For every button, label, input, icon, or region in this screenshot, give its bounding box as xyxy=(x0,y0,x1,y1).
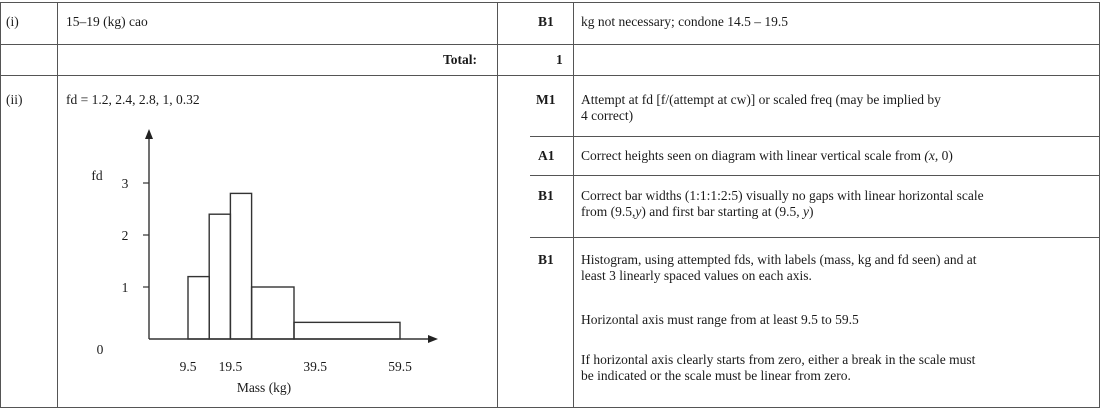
note-zero-start-line2: be indicated or the scale must be linear from zero. xyxy=(581,368,851,383)
criterion-1-mark: M1 xyxy=(536,92,556,107)
y-tick-label-3: 3 xyxy=(121,176,129,191)
histogram-bar-1 xyxy=(188,277,209,339)
criterion-1-text-line1: Attempt at fd [f/(attempt at cw)] or scaled freq (may be implied by xyxy=(581,92,941,107)
criterion-2-text-pre: Correct heights seen on diagram with linear vertical scale from xyxy=(581,148,925,163)
criterion-4-text-line2: least 3 linearly spaced values on each axis. xyxy=(581,268,812,283)
origin-label: 0 xyxy=(96,342,104,357)
x-axis-label: Mass (kg) xyxy=(236,380,292,395)
criterion-3-text-line1: Correct bar widths (1:1:1:2:5) visually no gaps with linear horizontal scale xyxy=(581,188,984,203)
x-tick-label-9.5: 9.5 xyxy=(179,359,197,374)
histogram-bar-3 xyxy=(230,193,251,339)
histogram-bar-5 xyxy=(294,322,400,339)
x-tick-label-59.5: 59.5 xyxy=(388,359,412,374)
y-tick-label-2: 2 xyxy=(121,228,129,243)
part-i-answer: 15–19 (kg) cao xyxy=(66,14,148,29)
criterion-3-line2-italic2: y xyxy=(802,204,809,219)
x-tick-label-19.5: 19.5 xyxy=(218,359,243,374)
note-zero-start-line1: If horizontal axis clearly starts from zero, either a break in the scale must xyxy=(581,352,976,367)
criterion-2-text xyxy=(581,148,953,164)
histogram-chart xyxy=(0,0,497,407)
table-bottom-border xyxy=(0,407,1100,408)
criterion-2-text-post: 0) xyxy=(938,148,953,163)
criterion-3-mark: B1 xyxy=(538,188,554,203)
mark-guidance-divider xyxy=(573,2,574,407)
criterion-3-line2-pre: from (9.5, xyxy=(581,204,636,219)
criterion-4-mark: B1 xyxy=(538,252,554,267)
criterion-2-text-italic: (x, xyxy=(924,148,939,163)
note-horizontal-range: Horizontal axis must range from at least 9.5 to 59.5 xyxy=(581,312,859,327)
criteria-divider-1 xyxy=(530,136,1100,137)
y-axis-label: fd xyxy=(91,168,103,183)
part-ii-answer: fd = 1.2, 2.4, 2.8, 1, 0.32 xyxy=(66,92,200,107)
part-i-label: (i) xyxy=(6,14,19,29)
part-i-guidance: kg not necessary; condone 14.5 – 19.5 xyxy=(581,14,788,29)
criterion-4-text-line1: Histogram, using attempted fds, with labels (mass, kg and fd seen) and at xyxy=(581,252,977,267)
criterion-3-line2-italic: y xyxy=(635,204,642,219)
criterion-3-text-line2 xyxy=(581,204,813,220)
part-i-mark: B1 xyxy=(538,14,554,29)
criteria-divider-3 xyxy=(530,237,1100,238)
x-tick-label-39.5: 39.5 xyxy=(303,359,328,374)
answer-mark-divider xyxy=(497,2,498,407)
total-value: 1 xyxy=(556,52,563,67)
part-ii-label: (ii) xyxy=(6,92,23,107)
histogram-bars xyxy=(188,193,400,339)
histogram-bar-2 xyxy=(209,214,230,339)
criteria-divider-2 xyxy=(530,175,1100,176)
histogram-axes xyxy=(143,129,438,343)
x-axis-arrow xyxy=(428,335,438,343)
histogram-bar-4 xyxy=(252,287,294,339)
criterion-2-mark: A1 xyxy=(538,148,555,163)
y-axis-arrow xyxy=(145,129,153,139)
criterion-3-line2-post: ) xyxy=(808,204,814,219)
y-tick-label-1: 1 xyxy=(121,280,129,295)
total-label: Total: xyxy=(443,52,478,67)
criterion-1-text-line2: 4 correct) xyxy=(581,108,634,123)
criterion-3-line2-mid: ) and first bar starting at (9.5, xyxy=(641,204,803,219)
